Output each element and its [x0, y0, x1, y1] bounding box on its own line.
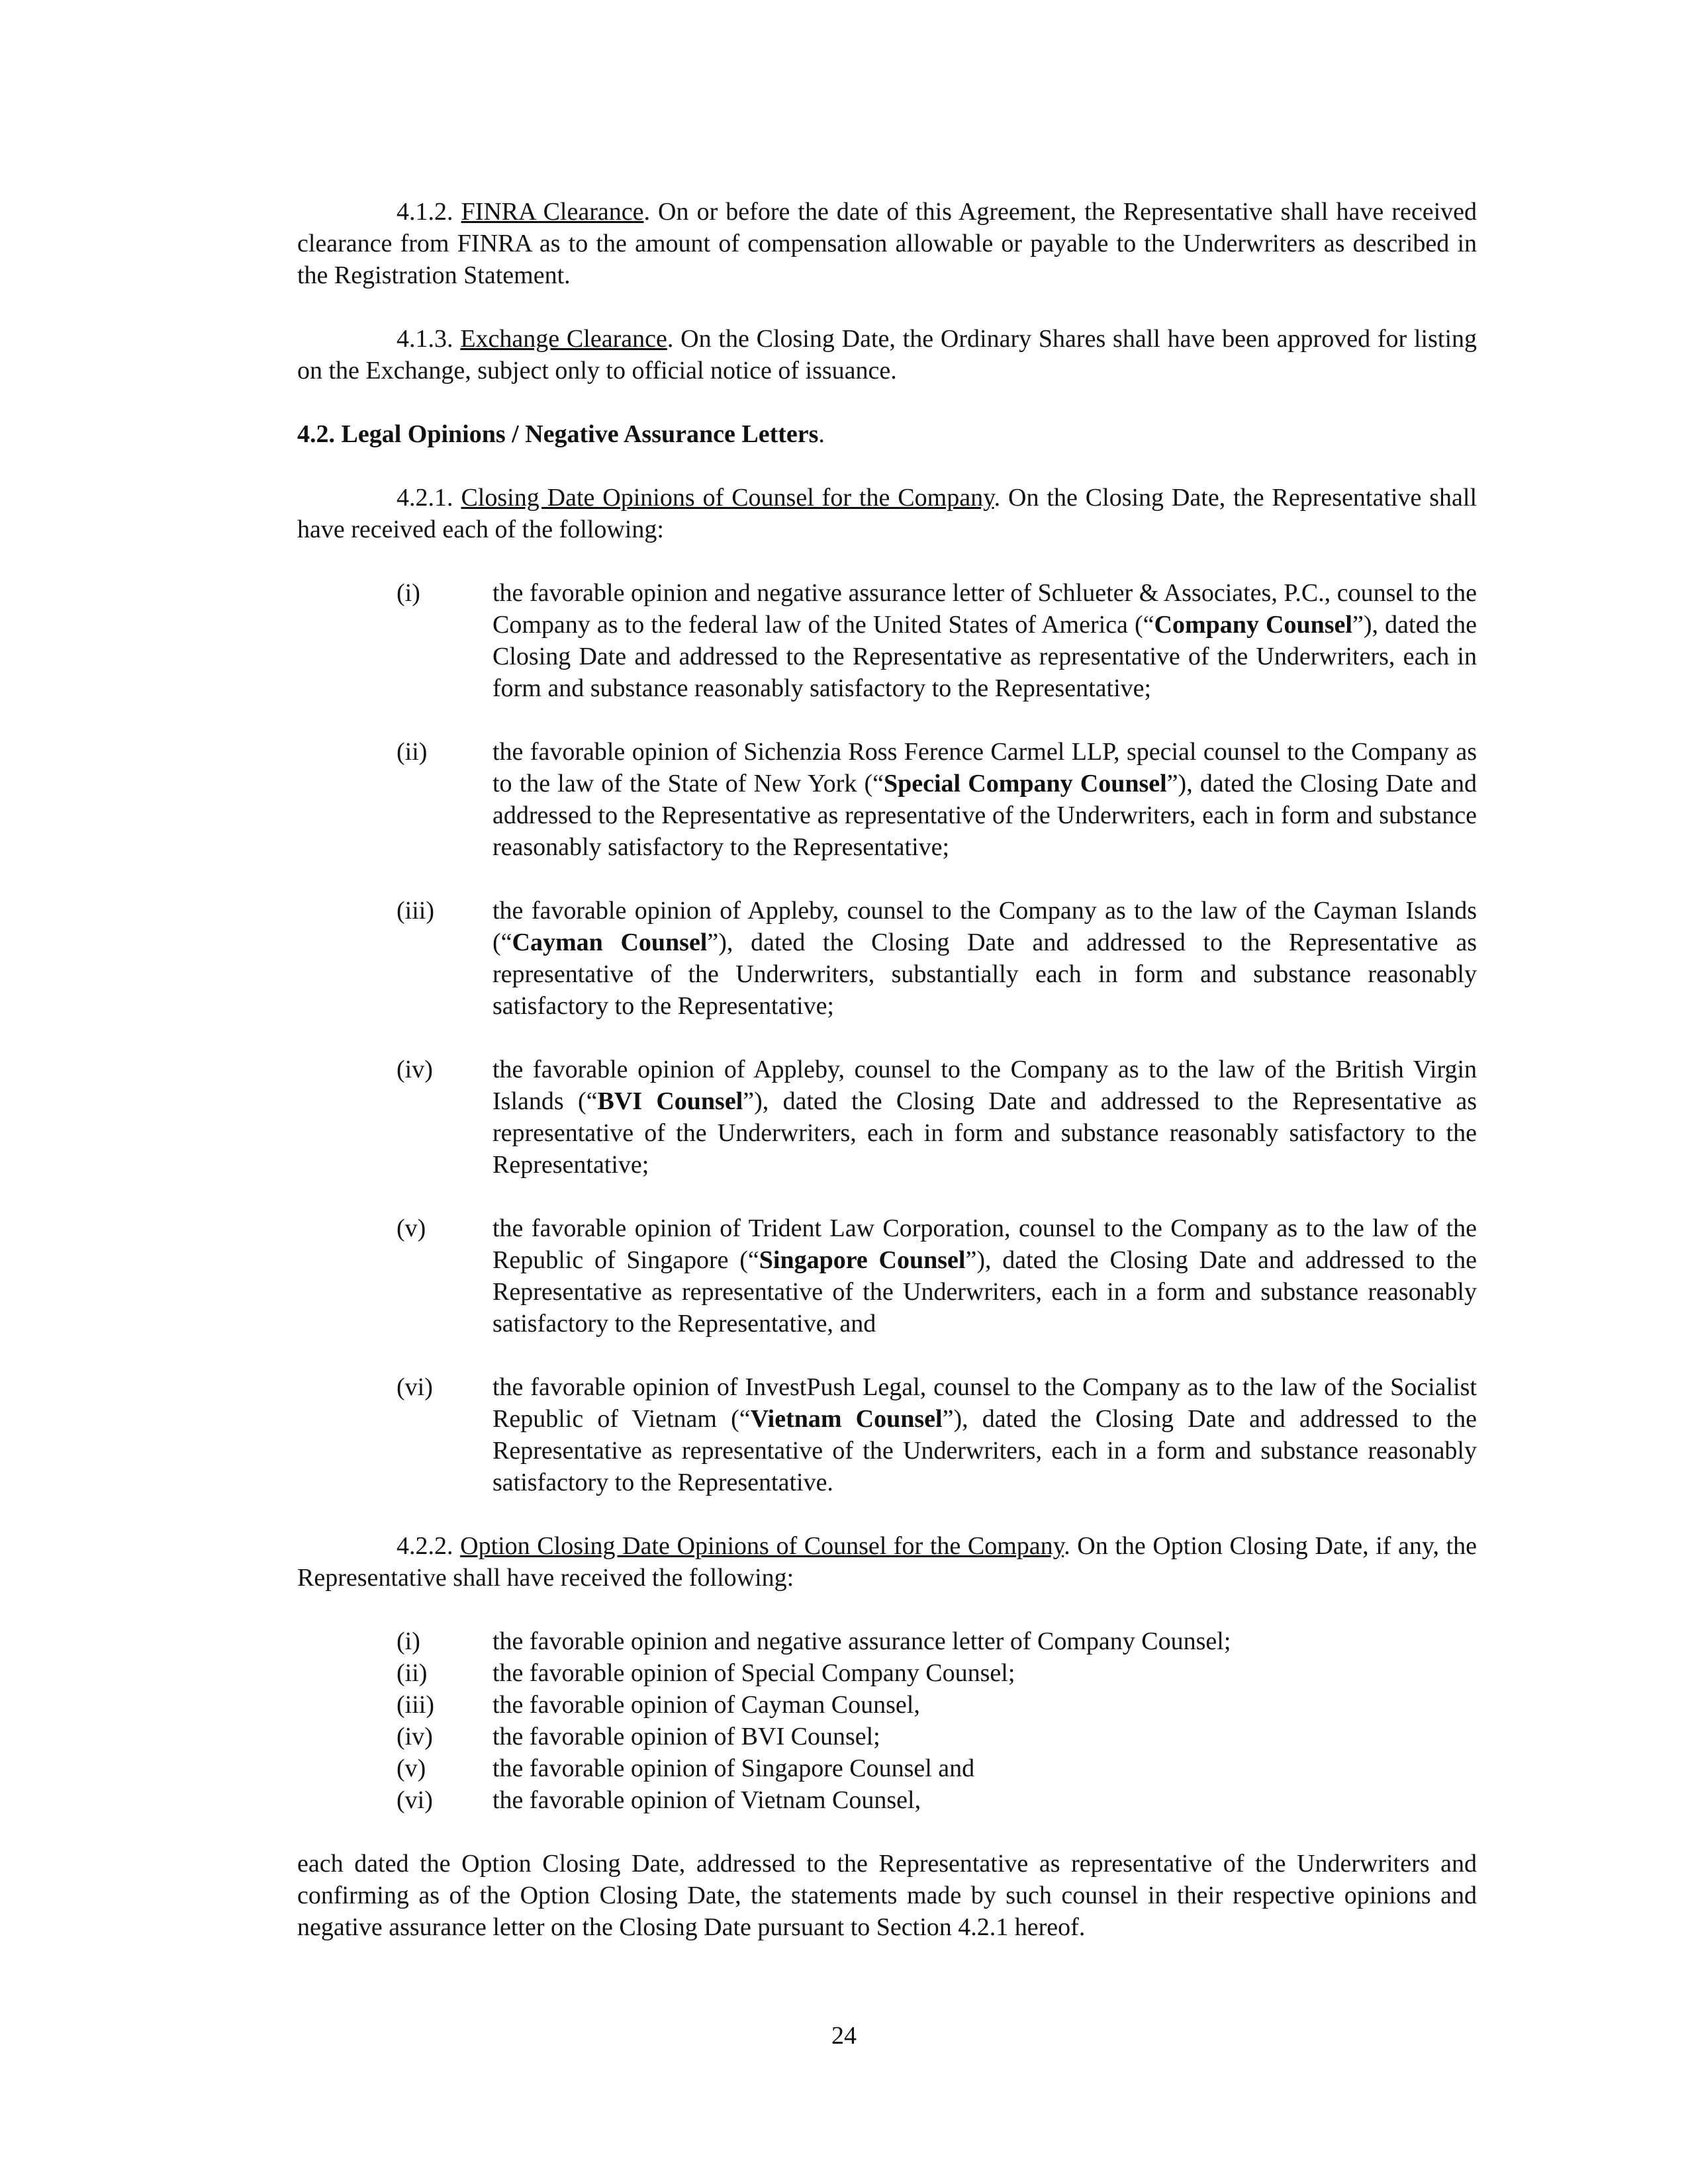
- list-item: (v) the favorable opinion of Singapore Counsel and: [397, 1754, 975, 1782]
- defined-term: Vietnam Counsel: [750, 1405, 943, 1433]
- defined-term: BVI Counsel: [597, 1087, 743, 1115]
- section-4-2-heading: 4.2. Legal Opinions / Negative Assurance Letters.: [297, 420, 825, 448]
- defined-term: Company Counsel: [1154, 611, 1352, 639]
- list-item: (i) the favorable opinion and negative assurance letter of Company Counsel;: [397, 1627, 1231, 1655]
- list-item: (ii) the favorable opinion of Sichenzia Ross Ference Carmel LLP, special counsel to the Company as to the law of the State of New York (“Special Company Counsel”), dated the Closing Date and addressed to the Representative as representative of the Underwriters, each in form and substance reasonably satisfactory to the Representative;: [397, 738, 1477, 861]
- list-item: (v) the favorable opinion of Trident Law Corporation, counsel to the Company as to the law of the Republic of Singapore (“Singapore Counsel”), dated the Closing Date and addressed to the Representative as representative of the Underwriters, each in a form and substance reasonably satisfactory to the Representative, and: [397, 1214, 1477, 1338]
- list-item: (vi) the favorable opinion of InvestPush Legal, counsel to the Company as to the law of the Socialist Republic of Vietnam (“Vietnam Counsel”), dated the Closing Date and addressed to the Representative as representative of the Underwriters, each in a form and substance reasonably satisfactory to the Representative.: [397, 1373, 1477, 1496]
- list-item: (iii) the favorable opinion of Cayman Counsel,: [397, 1691, 920, 1719]
- list-item: (ii) the favorable opinion of Special Company Counsel;: [397, 1659, 1015, 1687]
- list-item: (iv) the favorable opinion of BVI Counsel;: [397, 1723, 880, 1751]
- section-title: FINRA Clearance: [461, 198, 644, 226]
- document-page: [297, 196, 1477, 1943]
- section-4-2-2: 4.2.2. Option Closing Date Opinions of Counsel for the Company. On the Option Closing Date, if any, the Representative shall have received the following:: [297, 1532, 1477, 1592]
- list-item: (vi) the favorable opinion of Vietnam Counsel,: [397, 1786, 921, 1814]
- defined-term: Cayman Counsel: [512, 929, 708, 956]
- section-title: Option Closing Date Opinions of Counsel for the Company: [460, 1532, 1064, 1560]
- section-title: Closing Date Opinions of Counsel for the Company: [461, 484, 994, 512]
- page-number: 24: [831, 2022, 857, 2050]
- defined-term: Special Company Counsel: [884, 770, 1167, 797]
- defined-term: Singapore Counsel: [759, 1246, 966, 1274]
- option-opinions-list: [297, 1625, 1477, 1816]
- list-item: (iii) the favorable opinion of Appleby, counsel to the Company as to the law of the Cayman Islands (“Cayman Counsel”), dated the Closing Date and addressed to the Representative as representative of the Underwriters, substantially each in form and substance reasonably satisfactory to the Representative;: [397, 897, 1477, 1020]
- section-4-1-2: 4.1.2. FINRA Clearance. On or before the date of this Agreement, the Representative shall have received clearance from FINRA as to the amount of compensation allowable or payable to the Underwriters as described in the Registration Statement.: [297, 198, 1477, 289]
- section-4-1-3: 4.1.3. Exchange Clearance. On the Closing Date, the Ordinary Shares shall have been approved for listing on the Exchange, subject only to official notice of issuance.: [297, 325, 1477, 385]
- list-item: (i) the favorable opinion and negative assurance letter of Schlueter & Associates, P.C., counsel to the Company as to the federal law of the United States of America (“Company Counsel”), dated the Closing Date and addressed to the Representative as representative of the Underwriters, each in form and substance reasonably satisfactory to the Representative;: [397, 579, 1477, 702]
- list-item: (iv) the favorable opinion of Appleby, counsel to the Company as to the law of the British Virgin Islands (“BVI Counsel”), dated the Closing Date and addressed to the Representative as representative of the Underwriters, each in form and substance reasonably satisfactory to the Representative;: [397, 1056, 1477, 1179]
- section-4-2-1: 4.2.1. Closing Date Opinions of Counsel for the Company. On the Closing Date, the Representative shall have received each of the following:: [297, 484, 1477, 543]
- section-title: Exchange Clearance: [460, 325, 667, 353]
- closing-paragraph: each dated the Option Closing Date, addressed to the Representative as representative of the Underwriters and confirming as of the Option Closing Date, the statements made by such counsel in their respective opinions and negative assurance letter on the Closing Date pursuant to Section 4.2.1 hereof.: [297, 1850, 1477, 1941]
